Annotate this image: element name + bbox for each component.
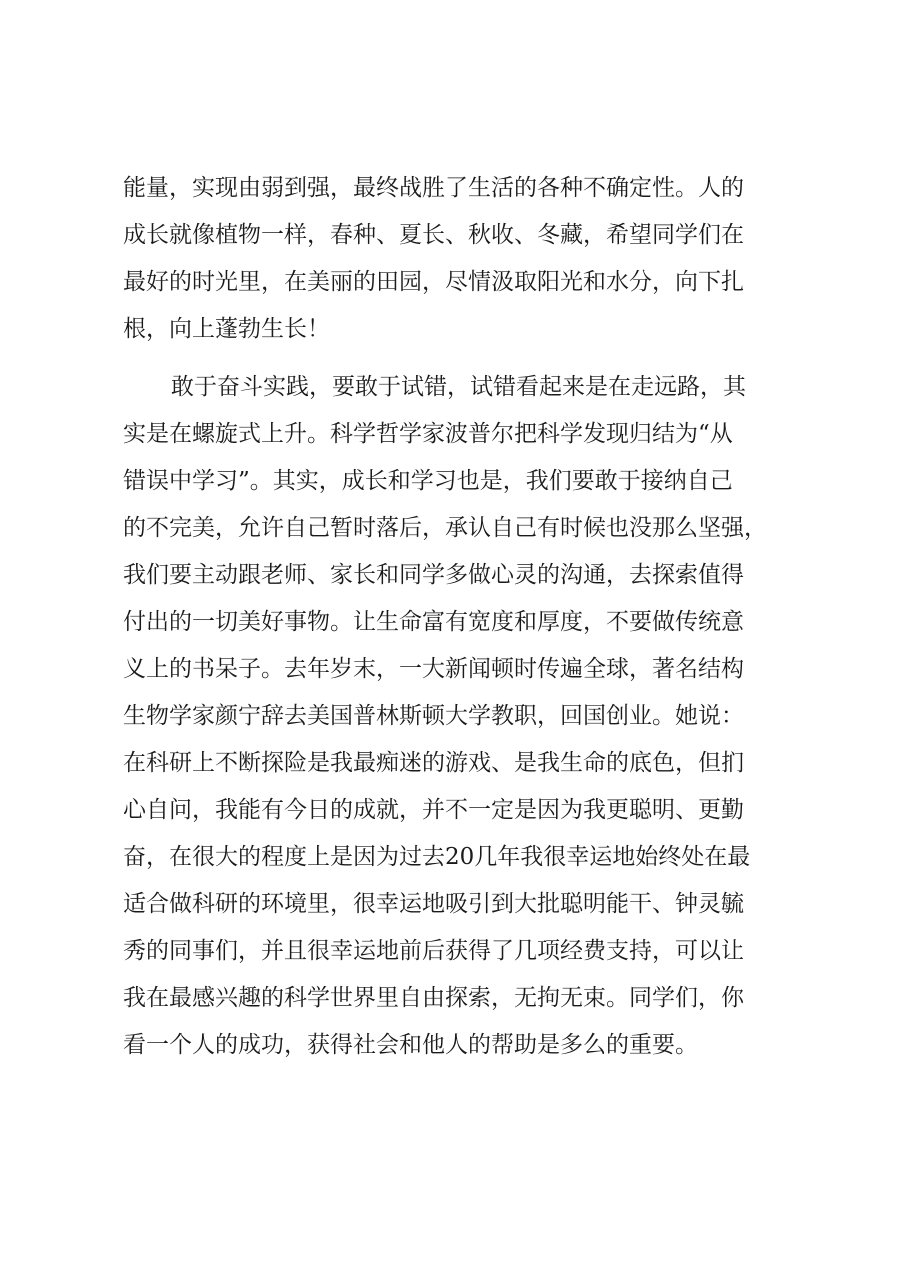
text-line: 根，向上蓬勃生长！ <box>123 316 330 342</box>
text-line: 的不完美，允许自己暂时落后，承认自己有时候也没那么坚强， <box>123 515 767 541</box>
paragraph-1 <box>123 165 803 353</box>
text-line: 付出的一切美好事物。让生命富有宽度和厚度，不要做传统意 <box>123 609 744 635</box>
document-body <box>123 165 803 1069</box>
paragraph-spacer <box>123 353 803 364</box>
text-line: 秀的同事们，并且很幸运地前后获得了几项经费支持，可以让 <box>123 938 744 964</box>
text-line: 在科研上不断探险是我最痴迷的游戏、是我生命的底色，但扪 <box>123 750 744 776</box>
text-line: 适合做科研的环境里，很幸运地吸引到大批聪明能干、钟灵毓 <box>123 891 744 917</box>
text-line: 能量，实现由弱到强，最终战胜了生活的各种不确定性。人的 <box>123 175 744 201</box>
text-line: 我在最感兴趣的科学世界里自由探索，无拘无束。同学们，你 <box>123 985 744 1011</box>
text-line: 敢于奋斗实践，要敢于试错，试错看起来是在走远路，其 <box>171 374 746 400</box>
text-line: 奋，在很大的程度上是因为过去20几年我很幸运地始终处在最 <box>123 844 751 870</box>
text-line: 心自问，我能有今日的成就，并不一定是因为我更聪明、更勤 <box>123 797 744 823</box>
paragraph-2 <box>123 364 803 1069</box>
text-line: 我们要主动跟老师、家长和同学多做心灵的沟通，去探索值得 <box>123 562 744 588</box>
text-line: 看一个人的成功，获得社会和他人的帮助是多么的重要。 <box>123 1032 698 1058</box>
text-line: 义上的书呆子。去年岁末，一大新闻顿时传遍全球，著名结构 <box>123 656 744 682</box>
text-line: 成长就像植物一样，春种、夏长、秋收、冬藏，希望同学们在 <box>123 222 744 248</box>
text-line: 最好的时光里，在美丽的田园，尽情汲取阳光和水分，向下扎 <box>123 269 744 295</box>
text-line: 实是在螺旋式上升。科学哲学家波普尔把科学发现归结为“从 <box>123 421 733 447</box>
text-line: 生物学家颜宁辞去美国普林斯顿大学教职，回国创业。她说： <box>123 703 744 729</box>
text-line: 错误中学习”。其实，成长和学习也是，我们要敢于接纳自己 <box>123 468 733 494</box>
